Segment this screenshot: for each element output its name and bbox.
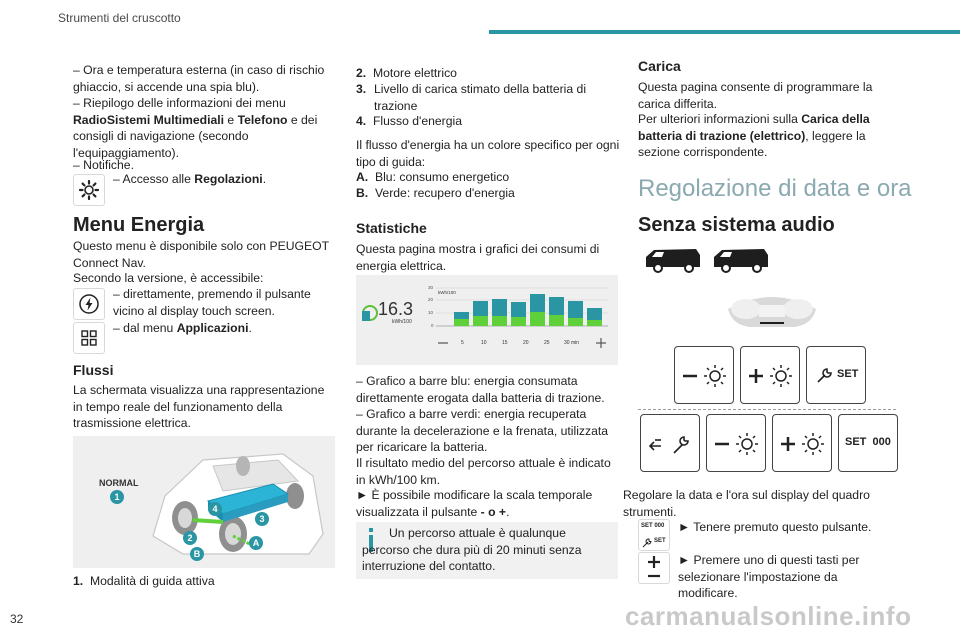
stats-blue-bars-text: – Grafico a barre blu: energia consumata direttamente erogata dalla batteria di trazione. [356, 374, 605, 405]
menu-energia-title: Menu Energia [73, 214, 205, 236]
plus-minus-icon [639, 553, 669, 583]
access-menu-post: . [248, 321, 252, 335]
wrench-icon [815, 367, 833, 385]
list-item-1 [73, 573, 215, 590]
drive-mode-label: NORMAL [99, 478, 139, 488]
screen-bar-green [511, 317, 526, 326]
list-item-3-num: 3. [356, 82, 367, 96]
menu-energia-text-2: Secondo la versione, è accessibile: [73, 271, 264, 285]
plus-brightness-icon [741, 347, 801, 405]
settings-text-post: . [262, 172, 267, 186]
intro-item-notifications: – Notifiche. [73, 158, 134, 172]
mini-plus-minus-box [638, 552, 670, 584]
page-number: 32 [10, 612, 24, 626]
stats-scale-pre: ► È possibile modificare la scala temporale visualizzata il pulsante [356, 488, 593, 519]
plus-brightness-button-row2[interactable] [772, 414, 832, 472]
settings-text-pre: – Accesso alle [113, 172, 195, 186]
intro-summary-bold-2: Telefono [237, 112, 288, 127]
screen-x-tick-20: 20 [523, 340, 529, 346]
flussi-text: La schermata visualizza una rappresentazione in tempo reale del funzionamento della trasmissione elettrica. [73, 383, 325, 430]
marker-1: 1 [110, 490, 124, 504]
intro-summary-bold-1: RadioSistemi Multimediali [73, 112, 225, 127]
marker-b: B [190, 547, 204, 561]
set-zero-label: SET 000 [845, 436, 891, 448]
statistiche-text: Questa pagina mostra i grafici dei consumi di energia elettrica. [356, 242, 600, 273]
carica-text-2 [638, 111, 886, 161]
no-audio-title: Senza sistema audio [638, 214, 835, 236]
list-item-4-num: 4. [356, 114, 367, 128]
list-item-4 [356, 113, 616, 130]
energy-icon-box [73, 288, 105, 320]
mini-wrench-icon [642, 538, 652, 548]
apps-icon-box [73, 322, 105, 354]
flow-item-b [356, 185, 515, 202]
marker-4: 4 [208, 502, 222, 516]
stats-average-text: Il risultato medio del percorso attuale è indicato in kWh/100 km. [356, 456, 611, 487]
flow-item-b-text: Verde: recupero d'energia [374, 186, 515, 200]
screen-y-tick-30: 30 [428, 285, 434, 290]
minus-brightness-icon-2 [707, 415, 767, 473]
stats-green-bars-text: – Grafico a barre verdi: energia recuperata durante la decelerazione e la frenata, utilizzata per ricaricare la batteria. [356, 407, 609, 454]
screen-axis-unit: kWh/100 [438, 290, 456, 295]
access-menu-pre: – dal menu [113, 321, 177, 335]
carica-title: Carica [638, 58, 681, 74]
lightning-icon [78, 293, 100, 315]
flow-item-b-label: B. [356, 186, 369, 200]
instruction-adjust-text: Regolare la data e l'ora sul display del quadro strumenti. [623, 488, 870, 519]
instruction-select-text: ► Premere uno di questi tasti per selezionare l'impostazione da modificare. [678, 553, 860, 600]
flow-item-a-text: Blu: consumo energetico [374, 170, 510, 184]
back-wrench-icon [641, 415, 701, 473]
set-label: SET [837, 368, 859, 380]
info-note-box [356, 522, 618, 579]
marker-2: 2 [183, 531, 197, 545]
intro-summary-text-1: – Riepilogo delle informazioni dei menu [73, 96, 286, 110]
gear-icon-box [73, 174, 105, 206]
mini-key-set: SET [654, 538, 666, 544]
statistiche-title: Statistiche [356, 220, 427, 236]
plus-brightness-button-row1[interactable] [740, 346, 800, 404]
list-item-1-num: 1. [73, 574, 84, 588]
screen-bar-green [473, 316, 488, 326]
screen-bar-green [454, 319, 469, 326]
settings-text-bold: Regolazioni [194, 172, 263, 186]
apps-grid-icon [79, 328, 99, 348]
intro-summary-text-3: e dei consigli di navigazione (secondo l'equipaggiamento). [73, 112, 318, 160]
flussi-title: Flussi [73, 362, 114, 378]
running-header: Strumenti del cruscotto [58, 11, 181, 25]
van-short-icon [644, 247, 702, 273]
screen-x-tick-15: 15 [502, 340, 508, 346]
back-wrench-button[interactable] [640, 414, 700, 472]
list-item-2-num: 2. [356, 66, 367, 80]
list-item-2 [356, 65, 616, 82]
stats-scale-text [356, 487, 620, 520]
menu-energia-text-1: Questo menu è disponibile solo con PEUGEOT Connect Nav. [73, 239, 329, 270]
intro-summary-text-2: e [224, 112, 238, 127]
energy-flow-diagram [73, 436, 335, 568]
statistics-screen-illustration [356, 275, 618, 365]
marker-a: A [249, 536, 263, 550]
instruction-hold-text: ► Tenere premuto questo pulsante. [678, 520, 872, 534]
flow-color-text: Il flusso d'energia ha un colore specifico per ogni tipo di guida: [356, 138, 620, 169]
flow-item-a-label: A. [356, 170, 369, 184]
carica-text-2-post: , leggere la sezione corrispondente. [638, 128, 866, 159]
info-note-text: Un percorso attuale è qualunque percorso che dura più di 20 minuti senza interruzione del contatto. [362, 526, 582, 573]
stats-scale-post: . [506, 504, 510, 519]
intro-item-weather: – Ora e temperatura esterna (in caso di rischio ghiaccio, si accende una spia blu). [73, 63, 325, 94]
screen-bar-green [587, 320, 602, 326]
list-item-2-text: Motore elettrico [372, 66, 457, 80]
screen-consumption-unit: kWh/100 [392, 319, 412, 325]
screen-consumption-value: 16.3 [378, 299, 414, 319]
mini-set-key-box [638, 519, 670, 551]
screen-bar-green [492, 316, 507, 326]
date-time-section-title: Regolazione di data e ora [638, 175, 912, 202]
gear-icon [78, 179, 100, 201]
list-item-3-text: Livello di carica stimato della batteria di trazione [374, 82, 587, 113]
carica-text-2-pre: Per ulteriori informazioni sulla [638, 112, 802, 126]
screen-bar-green [568, 318, 583, 326]
key-row-divider [638, 409, 896, 410]
list-item-1-text: Modalità di guida attiva [89, 574, 215, 588]
screen-x-tick-30: 30 min [564, 340, 580, 346]
minus-brightness-button-row1[interactable] [674, 346, 734, 404]
stats-scale-bold: - o + [480, 504, 507, 519]
list-item-4-text: Flusso d'energia [372, 114, 462, 128]
watermark: carmanualsonline.info [625, 601, 912, 631]
carica-text-1: Questa pagina consente di programmare la carica differita. [638, 80, 873, 111]
screen-y-tick-0: 0 [431, 323, 434, 328]
minus-brightness-button-row2[interactable] [706, 414, 766, 472]
mini-key-set000: SET 000 [641, 523, 665, 529]
minus-brightness-icon [675, 347, 735, 405]
screen-x-tick-10: 10 [481, 340, 487, 346]
screen-x-tick-5: 5 [461, 340, 464, 346]
flow-item-a [356, 169, 509, 186]
intro-item-summary [73, 95, 331, 161]
header-accent-bar [489, 30, 960, 34]
screen-x-tick-25: 25 [544, 340, 550, 346]
carica-text-2-bold: Carica della batteria di trazione (elettrico) [638, 112, 870, 143]
access-menu-text [113, 320, 252, 337]
marker-3: 3 [255, 512, 269, 526]
instrument-cluster-icon [724, 291, 820, 331]
plus-brightness-icon-2 [773, 415, 833, 473]
set-button[interactable] [806, 346, 866, 404]
screen-bar-green [530, 312, 545, 326]
screen-y-tick-10: 10 [428, 310, 434, 315]
van-long-icon [712, 247, 770, 273]
access-direct-text: – direttamente, premendo il pulsante vicino al display touch screen. [113, 287, 311, 318]
access-menu-bold: Applicazioni [176, 321, 249, 335]
screen-y-tick-20: 20 [428, 297, 434, 302]
set-zero-button[interactable] [838, 414, 898, 472]
settings-access-text [113, 171, 266, 188]
screen-bar-green [549, 315, 564, 326]
